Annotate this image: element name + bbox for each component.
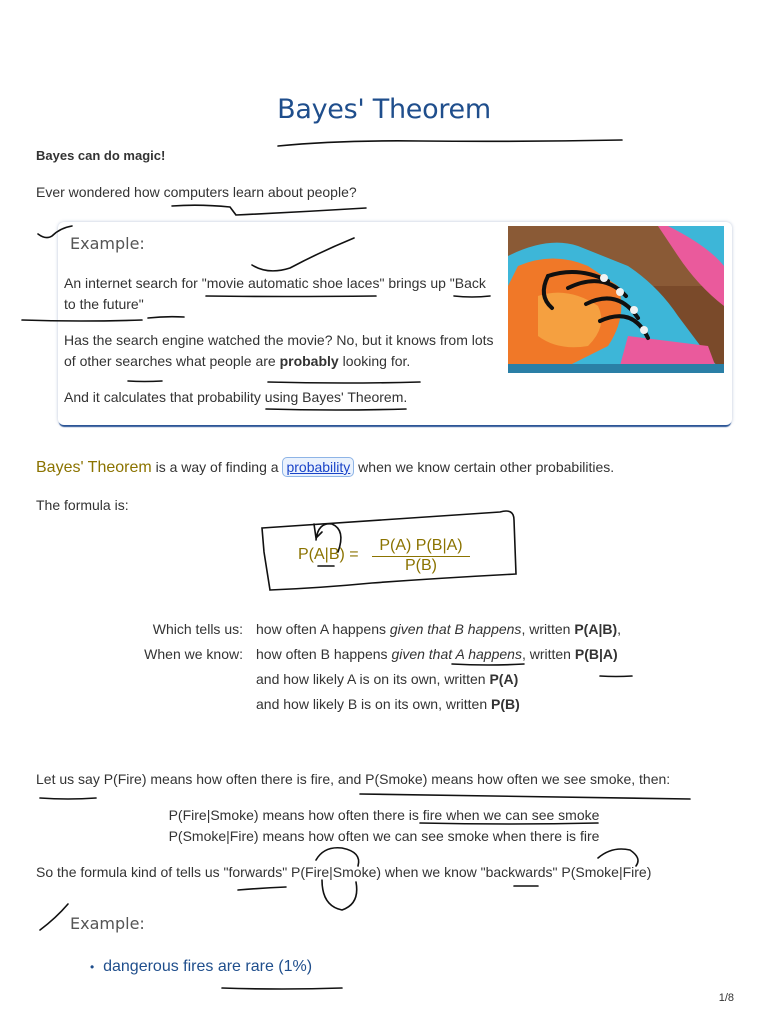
example-paragraph-2 bbox=[64, 330, 504, 372]
explain-4-bold: P(B) bbox=[491, 696, 520, 712]
example-p2-line2 bbox=[64, 351, 504, 372]
explain-row-3 bbox=[256, 671, 518, 687]
explain-2-i: given that A happens bbox=[391, 646, 522, 662]
explain-2-a: how often B happens bbox=[256, 646, 392, 662]
fire-loop-bottom bbox=[322, 880, 357, 910]
example-label: Example: bbox=[70, 234, 145, 253]
fire-line-1: P(Fire|Smoke) means how often there is fire when we can see smoke bbox=[168, 807, 600, 823]
page-title: Bayes' Theorem bbox=[277, 94, 491, 125]
explain-4-a: and how likely B is on its own, written bbox=[256, 696, 491, 712]
bullet-text: dangerous fires are rare (1%) bbox=[103, 958, 313, 975]
example-p1-line1: An internet search for "movie automatic shoe laces" brings up "Back bbox=[64, 275, 486, 291]
definition-term: Bayes' Theorem bbox=[36, 459, 152, 476]
explain-label-1: Which tells us: bbox=[152, 621, 243, 637]
example-2-label: Example: bbox=[70, 914, 145, 933]
bullet-dot-icon: • bbox=[90, 960, 95, 974]
explain-1-b: , written bbox=[521, 621, 575, 637]
formula-denominator: P(B) bbox=[405, 557, 437, 574]
fire-intro: Let us say P(Fire) means how often there is fire, and P(Smoke) means how often we see smoke, then: bbox=[36, 771, 671, 787]
fire-summary: So the formula kind of tells us "forwards" P(Fire|Smoke) when we know "backwards" P(Smoke|Fire) bbox=[36, 864, 652, 880]
example-paragraph-1 bbox=[64, 273, 504, 315]
explain-1-i: given that B happens bbox=[389, 621, 522, 637]
probability-link[interactable]: probability bbox=[282, 457, 354, 477]
fire-line-2: P(Smoke|Fire) means how often we can see smoke when there is fire bbox=[168, 828, 600, 844]
subtitle: Bayes can do magic! bbox=[36, 148, 166, 163]
example-paragraph-3: And it calculates that probability using Bayes' Theorem. bbox=[64, 389, 408, 405]
fire-underline-4 bbox=[238, 887, 286, 890]
bullet-underline bbox=[222, 988, 342, 989]
explain-row-2 bbox=[256, 646, 618, 662]
explain-underline-a bbox=[452, 664, 524, 665]
example-p2-bold: probably bbox=[279, 353, 339, 369]
fire-underline-3 bbox=[420, 823, 598, 824]
explain-2-b: , written bbox=[521, 646, 575, 662]
example-p1-line2: to the future" bbox=[64, 296, 144, 312]
explain-row-1 bbox=[256, 621, 621, 637]
formula-numerator: P(A) P(B|A) bbox=[379, 537, 463, 554]
explain-underline-b bbox=[600, 676, 632, 677]
bullet-item bbox=[90, 958, 312, 976]
example-p2-text-c: looking for. bbox=[338, 353, 411, 369]
explain-label-2: When we know: bbox=[144, 646, 243, 662]
explain-row-4 bbox=[256, 696, 520, 712]
example-2-slash bbox=[40, 904, 68, 930]
explain-2-bold: P(B|A) bbox=[574, 646, 618, 662]
definition-text-b: when we know certain other probabilities. bbox=[354, 459, 615, 475]
example-p2-text-a: of other searches what people are bbox=[64, 353, 280, 369]
formula-intro: The formula is: bbox=[36, 497, 129, 513]
definition-line bbox=[36, 457, 614, 477]
intro-underline bbox=[172, 205, 366, 215]
explain-1-c: , bbox=[617, 621, 622, 637]
definition-text-a: is a way of finding a bbox=[151, 459, 283, 475]
explain-3-a: and how likely A is on its own, written bbox=[256, 671, 490, 687]
example-p2-line1: Has the search engine watched the movie? No, but it knows from lots bbox=[64, 332, 494, 348]
shoe-photo bbox=[508, 226, 724, 373]
page-number: 1/8 bbox=[718, 992, 734, 1004]
explain-1-a: how often A happens bbox=[256, 621, 390, 637]
fire-underline-2 bbox=[360, 794, 690, 799]
fire-underline-1 bbox=[40, 798, 96, 799]
explain-3-bold: P(A) bbox=[489, 671, 519, 687]
title-underline bbox=[278, 140, 622, 146]
formula-lhs: P(A|B) = bbox=[298, 546, 359, 563]
intro-text: Ever wondered how computers learn about people? bbox=[36, 184, 357, 200]
explain-1-bold: P(A|B) bbox=[574, 621, 618, 637]
